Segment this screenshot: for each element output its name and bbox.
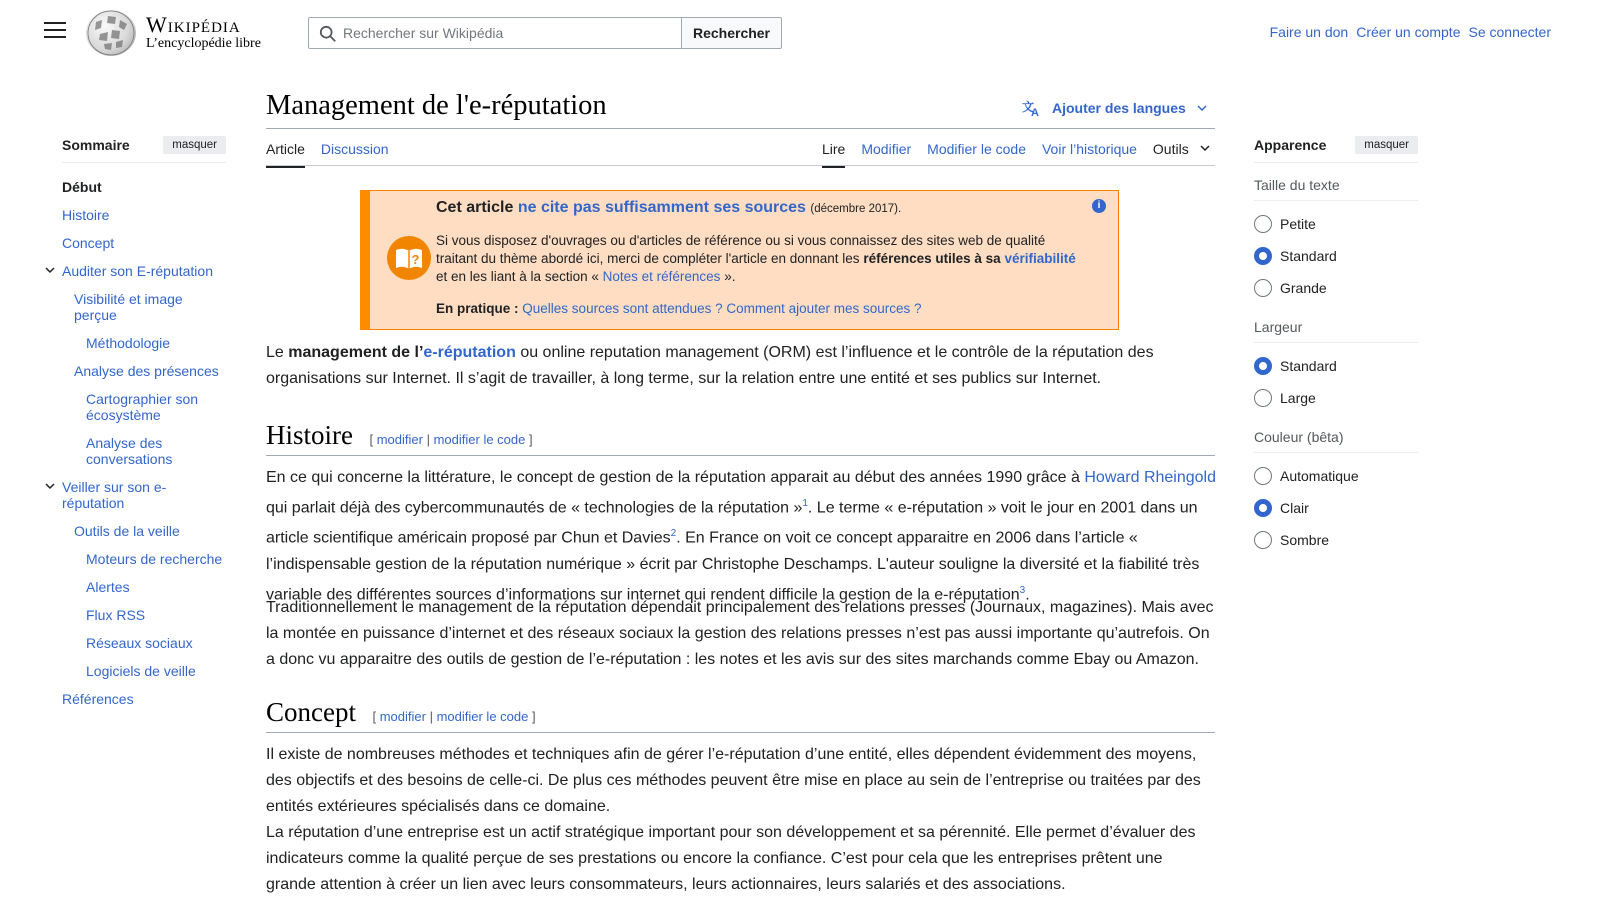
toc-item-label: Veiller sur son e-réputation bbox=[62, 479, 167, 511]
howard-rheingold-link[interactable]: Howard Rheingold bbox=[1084, 469, 1216, 486]
toc-item-concept[interactable]: Concept bbox=[62, 235, 115, 251]
ambox-head-prefix: Cet article bbox=[436, 199, 514, 216]
user-links bbox=[1270, 24, 1551, 40]
group-label: Taille du texte bbox=[1254, 177, 1418, 201]
toc-item-methodologie[interactable]: Méthodologie bbox=[86, 335, 171, 351]
toc-item-reseaux-sociaux[interactable]: Réseaux sociaux bbox=[86, 635, 193, 651]
book-question-icon bbox=[386, 235, 432, 281]
radio-button[interactable] bbox=[1254, 467, 1272, 485]
width-group bbox=[1254, 319, 1418, 407]
chevron-down-icon bbox=[1199, 142, 1211, 154]
radio-button-selected[interactable] bbox=[1254, 247, 1272, 265]
chevron-down-icon[interactable] bbox=[44, 480, 56, 492]
svg-text:?: ? bbox=[411, 252, 420, 267]
ambox-body-text-3: ». bbox=[724, 269, 736, 284]
toc-item-label: Auditer son E-réputation bbox=[62, 263, 213, 279]
edit-section-link[interactable]: modifier bbox=[376, 432, 423, 447]
section-edit-links bbox=[369, 432, 532, 447]
histoire-paragraph-1 bbox=[266, 465, 1216, 608]
translate-icon bbox=[1022, 99, 1042, 117]
view-tabs bbox=[822, 141, 1211, 168]
toc-item-veiller[interactable] bbox=[62, 473, 226, 517]
radio-button[interactable] bbox=[1254, 531, 1272, 549]
ambox-body-bold: références utiles à sa bbox=[863, 251, 1001, 266]
tools-dropdown[interactable] bbox=[1153, 141, 1211, 168]
chevron-down-icon[interactable] bbox=[44, 264, 56, 276]
histoire-text-2: qui parlait déjà des cybercommunautés de « technologies de la réputation » bbox=[266, 499, 803, 517]
appearance-title: Apparence bbox=[1254, 137, 1327, 153]
radio-label: Clair bbox=[1280, 499, 1309, 516]
reference-3[interactable]: 3 bbox=[1019, 584, 1026, 596]
histoire-text-3: . Le terme « e-réputation » voit le jour en 2001 dans un article scientifique américain proposé par Chun et Davies bbox=[266, 499, 1198, 547]
intro-bold: management de l’ bbox=[288, 344, 424, 361]
tab-edit[interactable]: Modifier bbox=[861, 141, 912, 157]
toc-title: Sommaire bbox=[62, 137, 130, 153]
appearance-panel bbox=[1254, 136, 1418, 549]
toc-item-analyse-presences[interactable]: Analyse des présences bbox=[74, 363, 219, 379]
radio-label: Grande bbox=[1280, 279, 1327, 296]
chevron-down-icon bbox=[1196, 102, 1208, 114]
intro-text-1: Le bbox=[266, 344, 284, 361]
histoire-paragraph-2: Traditionnellement le management de la réputation dépendait principalement des relations presses (Journaux, magazines). Mais avec la montée en puissance d’internet et des réseaux sociaux la gestion des relations presses n’est pas aussi importante qu’autrefois. On a donc vu apparaitre des outils de gestion de l’e-réputation : les notes et les avis sur des sites marchands comme Ebay ou Amazon. bbox=[266, 599, 1214, 668]
toc-item-cartographier[interactable]: Cartographier son écosystème bbox=[86, 391, 199, 423]
main-menu-icon[interactable] bbox=[44, 22, 66, 42]
radio-button-selected[interactable] bbox=[1254, 499, 1272, 517]
tab-history[interactable]: Voir l’historique bbox=[1041, 141, 1137, 157]
toc-item-histoire[interactable]: Histoire bbox=[62, 207, 110, 223]
practice-label: En pratique : bbox=[436, 301, 519, 316]
tagline: L’encyclopédie libre bbox=[146, 36, 261, 51]
practice-link[interactable]: Quelles sources sont attendues ? Comment ajouter mes sources ? bbox=[522, 301, 922, 316]
edit-code-section-link[interactable]: modifier le code bbox=[436, 709, 529, 724]
sources-warning-box bbox=[360, 190, 1119, 330]
reference-2[interactable]: 2 bbox=[670, 528, 677, 540]
radio-label: Standard bbox=[1280, 357, 1337, 374]
radio-option[interactable] bbox=[1254, 530, 1418, 549]
radio-option[interactable] bbox=[1254, 246, 1418, 265]
radio-label: Petite bbox=[1280, 215, 1316, 232]
group-label: Couleur (bêta) bbox=[1254, 429, 1418, 453]
radio-label: Automatique bbox=[1280, 467, 1359, 484]
svg-text:A: A bbox=[1031, 107, 1039, 117]
toc-item-debut[interactable]: Début bbox=[62, 179, 102, 195]
donate-link[interactable]: Faire un don bbox=[1269, 24, 1349, 40]
color-group bbox=[1254, 429, 1418, 549]
table-of-contents bbox=[62, 136, 226, 713]
reference-1[interactable]: 1 bbox=[802, 498, 808, 509]
section-heading-concept bbox=[266, 697, 1215, 733]
edit-section-link[interactable]: modifier bbox=[379, 709, 426, 724]
heading-text: Concept bbox=[266, 697, 356, 727]
search-icon bbox=[319, 25, 337, 43]
toc-item-auditer[interactable] bbox=[62, 257, 226, 285]
bracket: [ bbox=[372, 709, 377, 724]
ambox-date: (décembre 2017). bbox=[810, 203, 902, 215]
toc-item-moteurs[interactable]: Moteurs de recherche bbox=[86, 551, 223, 567]
histoire-text-1: En ce qui concerne la littérature, le concept de gestion de la réputation apparait au début des années 1990 grâce à bbox=[266, 469, 1080, 486]
radio-option[interactable] bbox=[1254, 498, 1418, 517]
histoire-text-4: . En France on voit ce concept apparaitre en 2006 dans l’article « l’indispensable gestion de la réputation numérique » écrit par Christophe Deschamps. L'auteur souligne la diversité et la fiabilité très variable des différentes sources d’informations sur internet qui rendent difficile la gestion de la e-réputation bbox=[266, 529, 1200, 603]
text-size-group bbox=[1254, 177, 1418, 297]
group-label: Largeur bbox=[1254, 319, 1418, 343]
login-link[interactable]: Se connecter bbox=[1468, 24, 1551, 40]
radio-option[interactable] bbox=[1254, 388, 1418, 407]
section-heading-histoire bbox=[266, 420, 1215, 456]
toc-item-visibilite[interactable]: Visibilité et image perçue bbox=[74, 291, 183, 323]
bracket: ] bbox=[531, 709, 536, 724]
create-account-link[interactable]: Créer un compte bbox=[1356, 24, 1461, 40]
toc-item-flux-rss[interactable]: Flux RSS bbox=[86, 607, 146, 623]
namespace-tabs bbox=[266, 141, 389, 168]
ambox-body-text: Si vous disposez d'ouvrages ou d'articles de référence ou si vous connaissez des sites web de qualité traitant du thème abordé ici, merci de compléter l'article en donnant les bbox=[436, 233, 1046, 266]
search-field[interactable] bbox=[308, 17, 682, 49]
wikipedia-logo[interactable] bbox=[86, 10, 136, 56]
heading-text: Histoire bbox=[266, 420, 353, 450]
edit-code-section-link[interactable]: modifier le code bbox=[433, 432, 526, 447]
concept-paragraph-1: Il existe de nombreuses méthodes et techniques afin de gérer l’e-réputation d’une entité, elles dépendent évidemment des moyens, des objectifs et des besoins de celle-ci. De plus ces méthodes peuvent être mise en place au sein de l’entreprise ou traitées par des entités extérieures spécialisés dans ce domaine. bbox=[266, 746, 1201, 815]
ambox-head-link[interactable]: ne cite pas suffisamment ses sources bbox=[517, 199, 806, 216]
separator: | bbox=[426, 432, 430, 447]
bracket: [ bbox=[369, 432, 374, 447]
tools-label: Outils bbox=[1152, 141, 1189, 157]
radio-button[interactable] bbox=[1254, 215, 1272, 233]
intro-text-2: ou online reputation management (ORM) est l’influence et le contrôle de la réputation des organisations sur Internet. Il s’agit de travailler, à long terme, sur la relation entre une entité et ses publics sur Internet. bbox=[266, 344, 1154, 387]
info-icon[interactable]: i bbox=[1092, 199, 1106, 213]
radio-label: Sombre bbox=[1280, 531, 1330, 548]
separator: | bbox=[429, 709, 433, 724]
concept-paragraph-2: La réputation d’une entreprise est un actif stratégique important pour son développement et sa pérennité. Elle permet d’évaluer des indicateurs comme la qualité perçue de ses prestations ou encore la confiance. C’est pour cela que les entreprises prêtent une grande attention à créer un lien avec leurs consommateurs, leurs actionnaires, leurs salariés et des associations. bbox=[266, 824, 1196, 893]
tabs-divider bbox=[266, 165, 1215, 166]
ambox-body-text-2: et en les liant à la section « bbox=[436, 269, 599, 284]
radio-option[interactable] bbox=[1254, 278, 1418, 297]
title-divider bbox=[266, 128, 1215, 129]
toc-item-references[interactable]: Références bbox=[62, 691, 134, 707]
svg-text:文: 文 bbox=[1022, 100, 1035, 114]
toc-item-outils-veille[interactable]: Outils de la veille bbox=[74, 523, 180, 539]
histoire-text-5: . bbox=[1025, 585, 1030, 603]
radio-label: Large bbox=[1280, 389, 1316, 406]
toc-item-alertes[interactable]: Alertes bbox=[86, 579, 130, 595]
tab-discussion[interactable]: Discussion bbox=[320, 141, 389, 157]
e-reputation-link[interactable]: e-réputation bbox=[423, 344, 516, 361]
tab-article[interactable]: Article bbox=[266, 141, 305, 168]
add-languages-button[interactable] bbox=[1022, 99, 1208, 117]
notes-references-link[interactable]: Notes et références bbox=[602, 269, 721, 284]
toc-item-analyse-conversations[interactable]: Analyse des conversations bbox=[86, 435, 173, 467]
tab-edit-source[interactable]: Modifier le code bbox=[927, 141, 1026, 157]
add-languages-label: Ajouter des langues bbox=[1052, 100, 1186, 116]
radio-option[interactable] bbox=[1254, 214, 1418, 233]
radio-label: Standard bbox=[1280, 247, 1337, 264]
radio-option[interactable] bbox=[1254, 466, 1418, 485]
radio-button-selected[interactable] bbox=[1254, 357, 1272, 375]
verifiability-link[interactable]: vérifiabilité bbox=[1004, 251, 1076, 266]
radio-option[interactable] bbox=[1254, 356, 1418, 375]
toc-hide-button[interactable]: masquer bbox=[163, 136, 226, 154]
search-button[interactable]: Rechercher bbox=[681, 17, 782, 49]
bracket: ] bbox=[529, 432, 533, 447]
search-input[interactable] bbox=[343, 18, 673, 48]
toc-item-logiciels[interactable]: Logiciels de veille bbox=[86, 663, 196, 679]
radio-button[interactable] bbox=[1254, 389, 1272, 407]
appearance-hide-button[interactable]: masquer bbox=[1355, 136, 1418, 154]
section-edit-links bbox=[372, 709, 535, 724]
wordmark[interactable]: Wikipédia bbox=[146, 12, 241, 37]
page-title: Management de l'e-réputation bbox=[266, 90, 607, 121]
intro-paragraph bbox=[266, 340, 1216, 392]
tab-read[interactable]: Lire bbox=[822, 141, 845, 168]
radio-button[interactable] bbox=[1254, 279, 1272, 297]
